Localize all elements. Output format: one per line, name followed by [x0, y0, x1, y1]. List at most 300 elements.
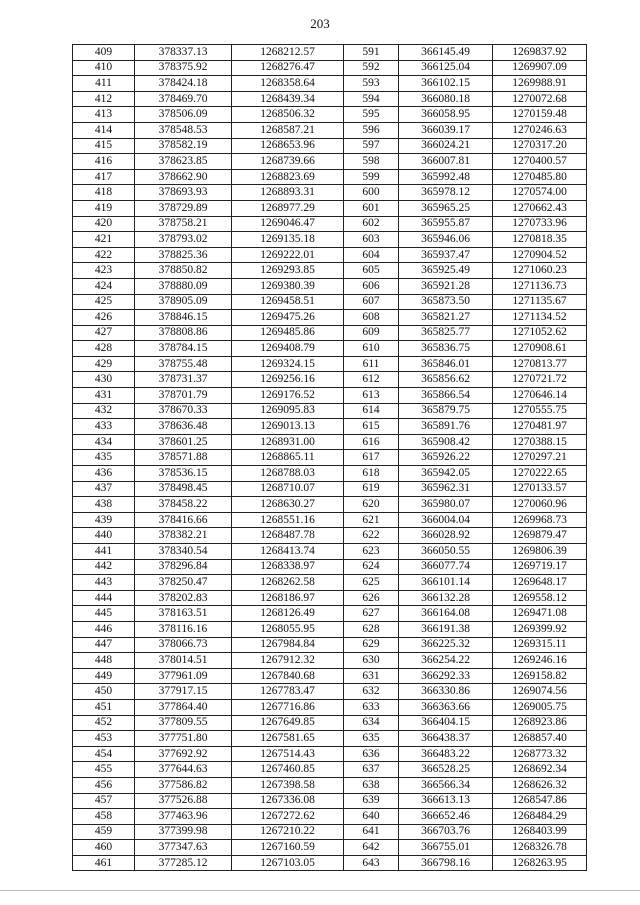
y-coordinate-cell: 1268653.96	[232, 138, 344, 154]
y-coordinate-cell: 1268403.99	[493, 824, 587, 840]
point-number-cell: 608	[344, 310, 399, 326]
y-coordinate-cell: 1270388.15	[493, 434, 587, 450]
x-coordinate-cell: 378758.21	[135, 216, 232, 232]
x-coordinate-cell: 378116.16	[135, 621, 232, 637]
table-row	[73, 544, 587, 560]
coordinates-table-container	[72, 44, 587, 871]
y-coordinate-cell: 1268587.21	[232, 122, 344, 138]
point-number-cell: 602	[344, 216, 399, 232]
point-number-cell: 619	[344, 481, 399, 497]
y-coordinate-cell: 1270297.21	[493, 450, 587, 466]
y-coordinate-cell: 1268630.27	[232, 497, 344, 513]
y-coordinate-cell: 1270400.57	[493, 154, 587, 170]
table-row	[73, 200, 587, 216]
point-number-cell: 421	[73, 232, 135, 248]
point-number-cell: 451	[73, 699, 135, 715]
y-coordinate-cell: 1268186.97	[232, 590, 344, 606]
y-coordinate-cell: 1267912.32	[232, 653, 344, 669]
point-number-cell: 412	[73, 91, 135, 107]
x-coordinate-cell: 378623.85	[135, 154, 232, 170]
point-number-cell: 627	[344, 606, 399, 622]
y-coordinate-cell: 1270662.43	[493, 200, 587, 216]
x-coordinate-cell: 378340.54	[135, 544, 232, 560]
x-coordinate-cell: 365926.22	[399, 450, 493, 466]
point-number-cell: 454	[73, 746, 135, 762]
point-number-cell: 605	[344, 263, 399, 279]
point-number-cell: 414	[73, 122, 135, 138]
table-row	[73, 637, 587, 653]
point-number-cell: 599	[344, 169, 399, 185]
table-row	[73, 466, 587, 482]
x-coordinate-cell: 366292.33	[399, 668, 493, 684]
y-coordinate-cell: 1267581.65	[232, 731, 344, 747]
y-coordinate-cell: 1268547.86	[493, 793, 587, 809]
y-coordinate-cell: 1269176.52	[232, 388, 344, 404]
y-coordinate-cell: 1268710.07	[232, 481, 344, 497]
table-row	[73, 840, 587, 856]
x-coordinate-cell: 377526.88	[135, 793, 232, 809]
y-coordinate-cell: 1267840.68	[232, 668, 344, 684]
x-coordinate-cell: 378582.19	[135, 138, 232, 154]
point-number-cell: 440	[73, 528, 135, 544]
y-coordinate-cell: 1269399.92	[493, 621, 587, 637]
point-number-cell: 430	[73, 372, 135, 388]
table-row	[73, 76, 587, 92]
y-coordinate-cell: 1271052.62	[493, 325, 587, 341]
point-number-cell: 636	[344, 746, 399, 762]
point-number-cell: 445	[73, 606, 135, 622]
table-row	[73, 419, 587, 435]
x-coordinate-cell: 366528.25	[399, 762, 493, 778]
x-coordinate-cell: 377586.82	[135, 777, 232, 793]
y-coordinate-cell: 1270246.63	[493, 122, 587, 138]
y-coordinate-cell: 1270555.75	[493, 403, 587, 419]
y-coordinate-cell: 1269005.75	[493, 699, 587, 715]
y-coordinate-cell: 1268263.95	[493, 855, 587, 871]
y-coordinate-cell: 1268823.69	[232, 169, 344, 185]
x-coordinate-cell: 378731.37	[135, 372, 232, 388]
x-coordinate-cell: 377644.63	[135, 762, 232, 778]
point-number-cell: 638	[344, 777, 399, 793]
point-number-cell: 433	[73, 419, 135, 435]
x-coordinate-cell: 378905.09	[135, 294, 232, 310]
table-row	[73, 855, 587, 871]
x-coordinate-cell: 365937.47	[399, 247, 493, 263]
x-coordinate-cell: 378825.36	[135, 247, 232, 263]
y-coordinate-cell: 1268788.03	[232, 466, 344, 482]
y-coordinate-cell: 1270060.96	[493, 497, 587, 513]
table-body	[73, 45, 587, 871]
x-coordinate-cell: 378793.02	[135, 232, 232, 248]
y-coordinate-cell: 1267103.05	[232, 855, 344, 871]
y-coordinate-cell: 1271136.73	[493, 278, 587, 294]
x-coordinate-cell: 366050.55	[399, 544, 493, 560]
table-row	[73, 481, 587, 497]
point-number-cell: 417	[73, 169, 135, 185]
y-coordinate-cell: 1269988.91	[493, 76, 587, 92]
y-coordinate-cell: 1270159.48	[493, 107, 587, 123]
x-coordinate-cell: 378850.82	[135, 263, 232, 279]
point-number-cell: 443	[73, 575, 135, 591]
y-coordinate-cell: 1268276.47	[232, 60, 344, 76]
point-number-cell: 622	[344, 528, 399, 544]
point-number-cell: 416	[73, 154, 135, 170]
point-number-cell: 411	[73, 76, 135, 92]
y-coordinate-cell: 1268212.57	[232, 45, 344, 61]
table-row	[73, 809, 587, 825]
y-coordinate-cell: 1267210.22	[232, 824, 344, 840]
x-coordinate-cell: 378202.83	[135, 590, 232, 606]
table-row	[73, 372, 587, 388]
x-coordinate-cell: 378755.48	[135, 356, 232, 372]
table-row	[73, 247, 587, 263]
point-number-cell: 427	[73, 325, 135, 341]
point-number-cell: 413	[73, 107, 135, 123]
point-number-cell: 593	[344, 76, 399, 92]
y-coordinate-cell: 1269158.82	[493, 668, 587, 684]
y-coordinate-cell: 1268487.78	[232, 528, 344, 544]
y-coordinate-cell: 1269046.47	[232, 216, 344, 232]
y-coordinate-cell: 1268857.40	[493, 731, 587, 747]
table-row	[73, 185, 587, 201]
table-row	[73, 699, 587, 715]
x-coordinate-cell: 378784.15	[135, 341, 232, 357]
x-coordinate-cell: 366080.18	[399, 91, 493, 107]
table-row	[73, 715, 587, 731]
point-number-cell: 618	[344, 466, 399, 482]
y-coordinate-cell: 1269135.18	[232, 232, 344, 248]
point-number-cell: 623	[344, 544, 399, 560]
point-number-cell: 625	[344, 575, 399, 591]
point-number-cell: 434	[73, 434, 135, 450]
y-coordinate-cell: 1269380.39	[232, 278, 344, 294]
y-coordinate-cell: 1267984.84	[232, 637, 344, 653]
table-row	[73, 497, 587, 513]
y-coordinate-cell: 1270721.72	[493, 372, 587, 388]
y-coordinate-cell: 1269558.12	[493, 590, 587, 606]
table-row	[73, 216, 587, 232]
point-number-cell: 438	[73, 497, 135, 513]
point-number-cell: 429	[73, 356, 135, 372]
y-coordinate-cell: 1269095.83	[232, 403, 344, 419]
point-number-cell: 639	[344, 793, 399, 809]
x-coordinate-cell: 366652.46	[399, 809, 493, 825]
x-coordinate-cell: 365965.25	[399, 200, 493, 216]
point-number-cell: 418	[73, 185, 135, 201]
x-coordinate-cell: 366254.22	[399, 653, 493, 669]
point-number-cell: 455	[73, 762, 135, 778]
x-coordinate-cell: 365866.54	[399, 388, 493, 404]
y-coordinate-cell: 1269475.26	[232, 310, 344, 326]
point-number-cell: 426	[73, 310, 135, 326]
point-number-cell: 621	[344, 512, 399, 528]
x-coordinate-cell: 378250.47	[135, 575, 232, 591]
y-coordinate-cell: 1268551.16	[232, 512, 344, 528]
y-coordinate-cell: 1270574.00	[493, 185, 587, 201]
y-coordinate-cell: 1269324.15	[232, 356, 344, 372]
point-number-cell: 457	[73, 793, 135, 809]
point-number-cell: 607	[344, 294, 399, 310]
table-row	[73, 45, 587, 61]
y-coordinate-cell: 1268739.66	[232, 154, 344, 170]
y-coordinate-cell: 1270485.80	[493, 169, 587, 185]
point-number-cell: 615	[344, 419, 399, 435]
table-row	[73, 434, 587, 450]
point-number-cell: 410	[73, 60, 135, 76]
x-coordinate-cell: 378670.33	[135, 403, 232, 419]
point-number-cell: 461	[73, 855, 135, 871]
x-coordinate-cell: 366132.28	[399, 590, 493, 606]
y-coordinate-cell: 1269471.08	[493, 606, 587, 622]
x-coordinate-cell: 365942.05	[399, 466, 493, 482]
table-row	[73, 325, 587, 341]
x-coordinate-cell: 365873.50	[399, 294, 493, 310]
point-number-cell: 419	[73, 200, 135, 216]
x-coordinate-cell: 365836.75	[399, 341, 493, 357]
point-number-cell: 437	[73, 481, 135, 497]
y-coordinate-cell: 1269648.17	[493, 575, 587, 591]
point-number-cell: 601	[344, 200, 399, 216]
y-coordinate-cell: 1268692.34	[493, 762, 587, 778]
y-coordinate-cell: 1268626.32	[493, 777, 587, 793]
x-coordinate-cell: 365908.42	[399, 434, 493, 450]
y-coordinate-cell: 1269879.47	[493, 528, 587, 544]
y-coordinate-cell: 1268262.58	[232, 575, 344, 591]
point-number-cell: 611	[344, 356, 399, 372]
x-coordinate-cell: 365962.31	[399, 481, 493, 497]
x-coordinate-cell: 377864.40	[135, 699, 232, 715]
x-coordinate-cell: 366024.21	[399, 138, 493, 154]
table-row	[73, 793, 587, 809]
y-coordinate-cell: 1271060.23	[493, 263, 587, 279]
table-row	[73, 403, 587, 419]
point-number-cell: 460	[73, 840, 135, 856]
point-number-cell: 620	[344, 497, 399, 513]
y-coordinate-cell: 1269458.51	[232, 294, 344, 310]
y-coordinate-cell: 1268326.78	[493, 840, 587, 856]
point-number-cell: 435	[73, 450, 135, 466]
x-coordinate-cell: 378458.22	[135, 497, 232, 513]
point-number-cell: 598	[344, 154, 399, 170]
y-coordinate-cell: 1269408.79	[232, 341, 344, 357]
point-number-cell: 629	[344, 637, 399, 653]
table-row	[73, 138, 587, 154]
y-coordinate-cell: 1267272.62	[232, 809, 344, 825]
y-coordinate-cell: 1267336.08	[232, 793, 344, 809]
table-row	[73, 263, 587, 279]
x-coordinate-cell: 365856.62	[399, 372, 493, 388]
x-coordinate-cell: 365879.75	[399, 403, 493, 419]
x-coordinate-cell: 377692.92	[135, 746, 232, 762]
x-coordinate-cell: 365946.06	[399, 232, 493, 248]
x-coordinate-cell: 366703.76	[399, 824, 493, 840]
x-coordinate-cell: 366039.17	[399, 122, 493, 138]
x-coordinate-cell: 366363.66	[399, 699, 493, 715]
x-coordinate-cell: 365955.87	[399, 216, 493, 232]
point-number-cell: 446	[73, 621, 135, 637]
table-row	[73, 169, 587, 185]
point-number-cell: 432	[73, 403, 135, 419]
y-coordinate-cell: 1270646.14	[493, 388, 587, 404]
y-coordinate-cell: 1269315.11	[493, 637, 587, 653]
point-number-cell: 596	[344, 122, 399, 138]
x-coordinate-cell: 378846.15	[135, 310, 232, 326]
point-number-cell: 420	[73, 216, 135, 232]
point-number-cell: 442	[73, 559, 135, 575]
x-coordinate-cell: 366404.15	[399, 715, 493, 731]
y-coordinate-cell: 1269719.17	[493, 559, 587, 575]
y-coordinate-cell: 1267649.85	[232, 715, 344, 731]
x-coordinate-cell: 378066.73	[135, 637, 232, 653]
x-coordinate-cell: 366125.04	[399, 60, 493, 76]
table-row	[73, 388, 587, 404]
point-number-cell: 409	[73, 45, 135, 61]
point-number-cell: 439	[73, 512, 135, 528]
point-number-cell: 643	[344, 855, 399, 871]
point-number-cell: 617	[344, 450, 399, 466]
point-number-cell: 631	[344, 668, 399, 684]
x-coordinate-cell: 366004.04	[399, 512, 493, 528]
x-coordinate-cell: 378536.15	[135, 466, 232, 482]
point-number-cell: 436	[73, 466, 135, 482]
x-coordinate-cell: 366077.74	[399, 559, 493, 575]
table-row	[73, 590, 587, 606]
y-coordinate-cell: 1268865.11	[232, 450, 344, 466]
point-number-cell: 634	[344, 715, 399, 731]
table-row	[73, 278, 587, 294]
point-number-cell: 444	[73, 590, 135, 606]
point-number-cell: 458	[73, 809, 135, 825]
point-number-cell: 609	[344, 325, 399, 341]
y-coordinate-cell: 1270317.20	[493, 138, 587, 154]
x-coordinate-cell: 366438.37	[399, 731, 493, 747]
point-number-cell: 459	[73, 824, 135, 840]
x-coordinate-cell: 378375.92	[135, 60, 232, 76]
x-coordinate-cell: 366483.22	[399, 746, 493, 762]
x-coordinate-cell: 378880.09	[135, 278, 232, 294]
x-coordinate-cell: 377285.12	[135, 855, 232, 871]
y-coordinate-cell: 1270813.77	[493, 356, 587, 372]
x-coordinate-cell: 366191.38	[399, 621, 493, 637]
y-coordinate-cell: 1271134.52	[493, 310, 587, 326]
coordinates-table	[72, 44, 587, 871]
table-row	[73, 777, 587, 793]
point-number-cell: 610	[344, 341, 399, 357]
x-coordinate-cell: 377399.98	[135, 824, 232, 840]
x-coordinate-cell: 378014.51	[135, 653, 232, 669]
table-row	[73, 653, 587, 669]
y-coordinate-cell: 1268055.95	[232, 621, 344, 637]
point-number-cell: 452	[73, 715, 135, 731]
y-coordinate-cell: 1267460.85	[232, 762, 344, 778]
y-coordinate-cell: 1267716.86	[232, 699, 344, 715]
point-number-cell: 415	[73, 138, 135, 154]
point-number-cell: 594	[344, 91, 399, 107]
point-number-cell: 450	[73, 684, 135, 700]
x-coordinate-cell: 378163.51	[135, 606, 232, 622]
y-coordinate-cell: 1267398.58	[232, 777, 344, 793]
point-number-cell: 641	[344, 824, 399, 840]
point-number-cell: 616	[344, 434, 399, 450]
point-number-cell: 613	[344, 388, 399, 404]
point-number-cell: 431	[73, 388, 135, 404]
x-coordinate-cell: 365992.48	[399, 169, 493, 185]
y-coordinate-cell: 1269222.01	[232, 247, 344, 263]
x-coordinate-cell: 365980.07	[399, 497, 493, 513]
x-coordinate-cell: 377809.55	[135, 715, 232, 731]
x-coordinate-cell: 378701.79	[135, 388, 232, 404]
y-coordinate-cell: 1269293.85	[232, 263, 344, 279]
point-number-cell: 624	[344, 559, 399, 575]
y-coordinate-cell: 1269837.92	[493, 45, 587, 61]
table-row	[73, 60, 587, 76]
x-coordinate-cell: 378548.53	[135, 122, 232, 138]
y-coordinate-cell: 1267160.59	[232, 840, 344, 856]
y-coordinate-cell: 1268358.64	[232, 76, 344, 92]
y-coordinate-cell: 1269256.16	[232, 372, 344, 388]
y-coordinate-cell: 1271135.67	[493, 294, 587, 310]
point-number-cell: 597	[344, 138, 399, 154]
table-row	[73, 450, 587, 466]
table-row	[73, 684, 587, 700]
point-number-cell: 448	[73, 653, 135, 669]
y-coordinate-cell: 1267783.47	[232, 684, 344, 700]
page-bottom-rule	[0, 890, 640, 891]
x-coordinate-cell: 366755.01	[399, 840, 493, 856]
y-coordinate-cell: 1270133.57	[493, 481, 587, 497]
point-number-cell: 612	[344, 372, 399, 388]
x-coordinate-cell: 377751.80	[135, 731, 232, 747]
y-coordinate-cell: 1268338.97	[232, 559, 344, 575]
table-row	[73, 512, 587, 528]
point-number-cell: 614	[344, 403, 399, 419]
table-row	[73, 341, 587, 357]
x-coordinate-cell: 366007.81	[399, 154, 493, 170]
x-coordinate-cell: 377347.63	[135, 840, 232, 856]
x-coordinate-cell: 366058.95	[399, 107, 493, 123]
point-number-cell: 591	[344, 45, 399, 61]
x-coordinate-cell: 378296.84	[135, 559, 232, 575]
table-row	[73, 621, 587, 637]
point-number-cell: 422	[73, 247, 135, 263]
y-coordinate-cell: 1269907.09	[493, 60, 587, 76]
x-coordinate-cell: 365921.28	[399, 278, 493, 294]
y-coordinate-cell: 1268977.29	[232, 200, 344, 216]
table-row	[73, 575, 587, 591]
table-row	[73, 824, 587, 840]
table-row	[73, 122, 587, 138]
point-number-cell: 600	[344, 185, 399, 201]
y-coordinate-cell: 1269485.86	[232, 325, 344, 341]
point-number-cell: 595	[344, 107, 399, 123]
point-number-cell: 604	[344, 247, 399, 263]
y-coordinate-cell: 1269074.56	[493, 684, 587, 700]
y-coordinate-cell: 1268413.74	[232, 544, 344, 560]
x-coordinate-cell: 377463.96	[135, 809, 232, 825]
y-coordinate-cell: 1268923.86	[493, 715, 587, 731]
x-coordinate-cell: 378416.66	[135, 512, 232, 528]
point-number-cell: 628	[344, 621, 399, 637]
x-coordinate-cell: 378424.18	[135, 76, 232, 92]
point-number-cell: 424	[73, 278, 135, 294]
x-coordinate-cell: 378382.21	[135, 528, 232, 544]
point-number-cell: 642	[344, 840, 399, 856]
table-row	[73, 559, 587, 575]
table-row	[73, 294, 587, 310]
x-coordinate-cell: 377961.09	[135, 668, 232, 684]
y-coordinate-cell: 1269246.16	[493, 653, 587, 669]
point-number-cell: 606	[344, 278, 399, 294]
